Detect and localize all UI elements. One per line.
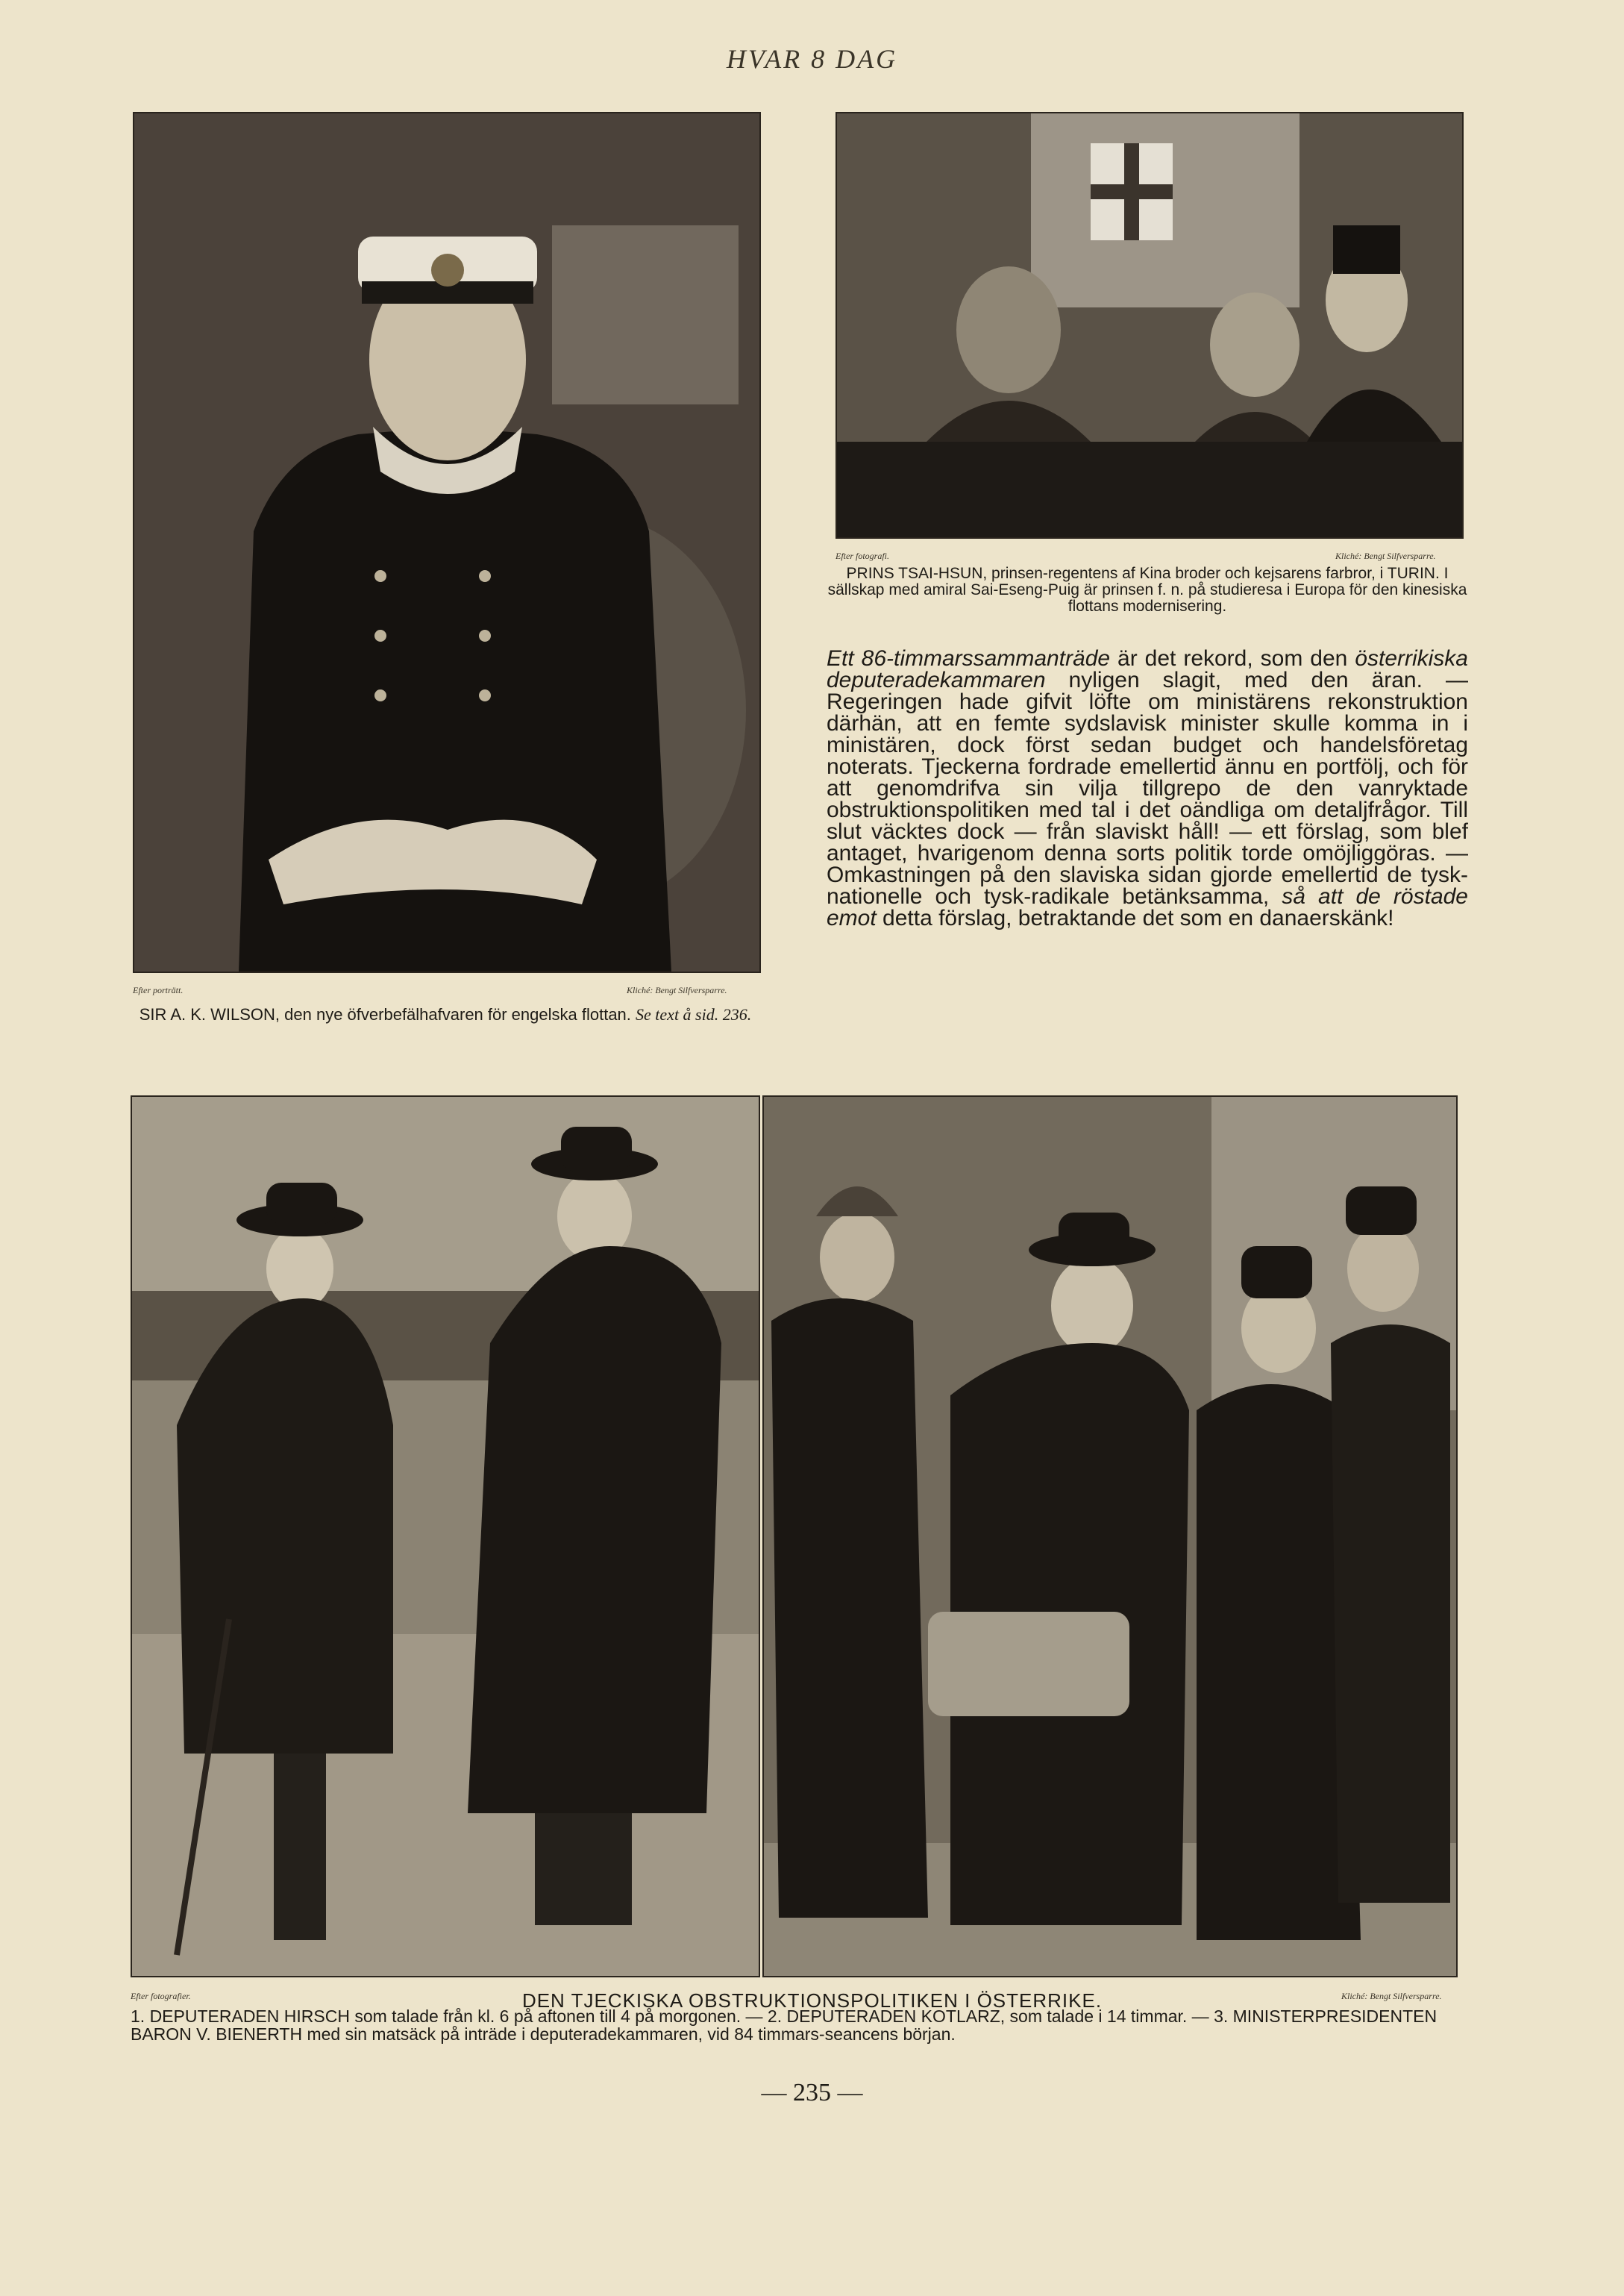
photo-bienerth <box>762 1095 1458 1977</box>
tsai-illustration <box>837 113 1462 537</box>
photo-tsai-hsun <box>835 112 1464 539</box>
article-italic-3: så att de röstade emot <box>827 884 1468 930</box>
wilson-illustration <box>134 113 759 972</box>
wilson-photo-credit-left: Efter porträtt. <box>133 985 184 995</box>
tsai-photo-credit-right: Kliché: Bengt Silfversparre. <box>1335 551 1436 561</box>
wilson-caption-text: den nye öfverbefälhafvaren för engelska flottan. <box>284 1005 631 1024</box>
wilson-photo-credit-right: Kliché: Bengt Silfversparre. <box>627 985 727 995</box>
photo-hirsch-kotlarz <box>131 1095 760 1977</box>
article-lead: Ett 86-timmarssammanträde <box>827 646 1111 671</box>
bottom-caption-text: 1. DEPUTERADEN HIRSCH som talade från kl. 6 på aftonen till 4 på morgonen. — 2. DEPUTERADEN KOTLARZ, som talade i 14 timmar. — 3. MINISTERPRESIDENTEN BARON V. BIENERTH med sin matsäck på inträde i deputeradekammaren, vid 84 timmars-seancens början. <box>131 2006 1438 2044</box>
article-part-3: detta förslag, betraktande det som en danaerskänk! <box>876 906 1394 930</box>
article-part-1: är det rekord, som den <box>1110 646 1355 671</box>
tsai-caption-text: prinsen-regentens af Kina broder och kejsarens farbror, i TURIN. I sällskap med amiral Sai-Eseng-Puig är prinsen f. n. på studieresa i Europa för den kinesiska flottans modernisering. <box>827 565 1467 615</box>
page-header: HVAR 8 DAG <box>726 44 898 74</box>
photo-wilson-portrait <box>133 112 761 973</box>
tsai-photo-credit-left: Efter fotografi. <box>835 551 889 561</box>
hirsch-kotlarz-illustration <box>132 1097 759 1976</box>
tsai-caption <box>827 566 1468 615</box>
bottom-photo-credit-right: Kliché: Bengt Silfversparre. <box>1341 1991 1442 2001</box>
article-italic-2: österrikiska deputeradekammaren <box>827 646 1468 692</box>
page-number: — 235 — <box>761 2079 863 2106</box>
wilson-caption-name: SIR A. K. WILSON, <box>139 1005 280 1024</box>
bottom-photo-credit-left: Efter fotografier. <box>131 1991 191 2001</box>
wilson-caption <box>133 1006 758 1024</box>
bottom-caption-title: DEN TJECKISKA OBSTRUKTIONSPOLITIKEN I ÖSTERRIKE. <box>521 1989 1103 2012</box>
article-part-2: nyligen slagit, med den äran. — Regeringen hade gifvit löfte om ministärens rekonstruktion därhän, att en femte sydslavisk minister skulle komma in i ministären, dock först sedan budget och handelsföretag noterats. Tjeckerna fordrade emellertid ännu en portfölj, och för att genomdrifva sin vilja tillgrepo de den vanryktade obstruktionspolitiken med tal i det oändliga om detaljfrågor. Till slut väcktes dock — från slaviskt håll! — ett förslag, som blef antaget, hvarigenom denna sorts politik torde omöjliggöras. — Omkastningen på den slaviska sidan gjorde emellertid de tysk-nationelle och tysk-radikale betänksamma, <box>827 668 1468 909</box>
tsai-caption-name: PRINS TSAI-HSUN, <box>846 565 988 582</box>
bienerth-illustration <box>764 1097 1456 1976</box>
article-text <box>827 648 1468 929</box>
wilson-caption-ref: Se text å sid. 236. <box>636 1005 752 1024</box>
